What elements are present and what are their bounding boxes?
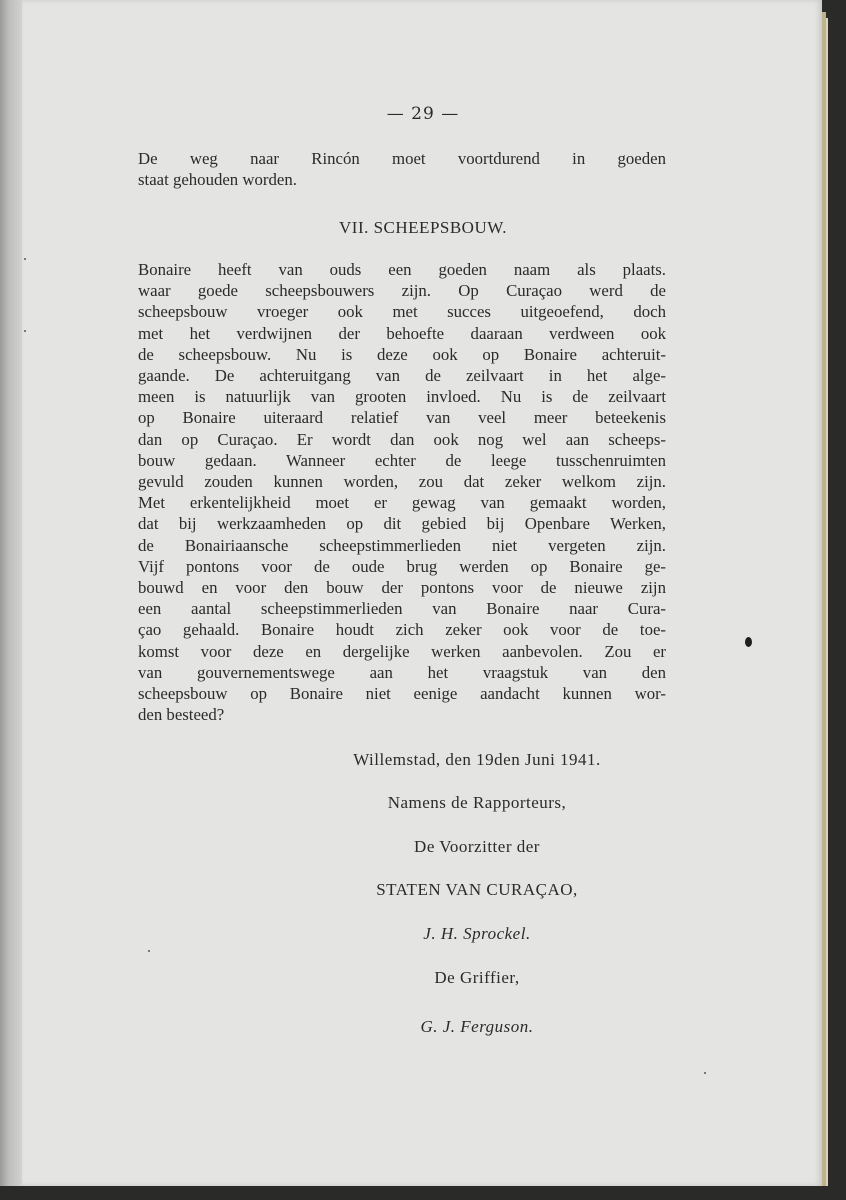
text-line: De weg naar Rincón moet voortdurend in goeden <box>138 149 666 168</box>
text-line: met het verdwijnen der behoefte daaraan verdween ook <box>138 323 666 343</box>
text-line: scheepsbouw op Bonaire niet eenige aandacht kunnen wor- <box>138 684 666 704</box>
on-behalf-line: Namens de Rapporteurs, <box>387 793 567 812</box>
intro-paragraph <box>138 148 666 190</box>
text-line: dan op Curaçao. Er wordt dan ook nog wel aan scheeps- <box>138 429 666 449</box>
text-line: een aantal scheepstimmerlieden van Bonaire naar Cura- <box>138 599 666 619</box>
text-line: Met erkentelijkheid moet er gewag van gemaakt worden, <box>138 493 666 513</box>
text-line: van gouvernementswege aan het vraagstuk van den <box>138 662 666 682</box>
previous-page-edge <box>0 0 24 1186</box>
clerk-title: De Griffier, <box>434 968 520 987</box>
text-line: scheepsbouw vroeger ook met succes uitgeoefend, doch <box>138 302 666 322</box>
paper-speck <box>24 330 26 332</box>
paper-speck <box>704 1072 706 1074</box>
paper-speck <box>148 950 150 952</box>
paper-speck <box>24 258 26 260</box>
text-line: komst voor deze en dergelijke werken aanbevolen. Zou er <box>138 641 666 661</box>
text-line: dat bij werkzaamheden op dit gebied bij Openbare Werken, <box>138 514 666 534</box>
text-line: bouw gedaan. Wanneer echter de leege tusschenruimten <box>138 450 666 470</box>
text-line: waar goede scheepsbouwers zijn. Op Curaçao werd de <box>138 281 666 301</box>
body-paragraph <box>138 259 666 725</box>
text-line: staat gehouden worden. <box>138 170 297 190</box>
page-edge-highlight <box>826 18 828 1186</box>
text-line: Vijf pontons voor de oude brug werden op Bonaire ge- <box>138 556 666 576</box>
text-line: meen is natuurlijk van grooten invloed. Nu is de zeilvaart <box>138 387 666 407</box>
text-line: Bonaire heeft van ouds een goeden naam als plaats. <box>138 260 666 279</box>
page-number: — 29 — <box>386 104 460 124</box>
ink-spot <box>745 637 752 647</box>
text-line: gevuld zouden kunnen worden, zou dat zeker welkom zijn. <box>138 472 666 492</box>
text-line: bouwd en voor den bouw der pontons voor de nieuwe zijn <box>138 578 666 598</box>
text-line: de Bonairiaansche scheepstimmerlieden niet vergeten zijn. <box>138 535 666 555</box>
text-line: den besteed? <box>138 705 225 725</box>
text-line: op Bonaire uiteraard relatief van veel meer beteekenis <box>138 408 666 428</box>
institution-name: STATEN VAN CURAÇAO, <box>376 880 578 899</box>
text-line: çao gehaald. Bonaire houdt zich zeker ook voor de toe- <box>138 620 666 640</box>
text-line: de scheepsbouw. Nu is deze ook op Bonaire achteruit- <box>138 344 666 364</box>
clerk-name: G. J. Ferguson. <box>420 1017 534 1036</box>
chair-title: De Voorzitter der <box>414 837 540 856</box>
text-line: gaande. De achteruitgang van de zeilvaart in het alge- <box>138 366 666 386</box>
chair-name: J. H. Sprockel. <box>423 924 531 943</box>
section-heading: VII. SCHEEPSBOUW. <box>339 218 507 237</box>
place-date: Willemstad, den 19den Juni 1941. <box>353 750 601 769</box>
